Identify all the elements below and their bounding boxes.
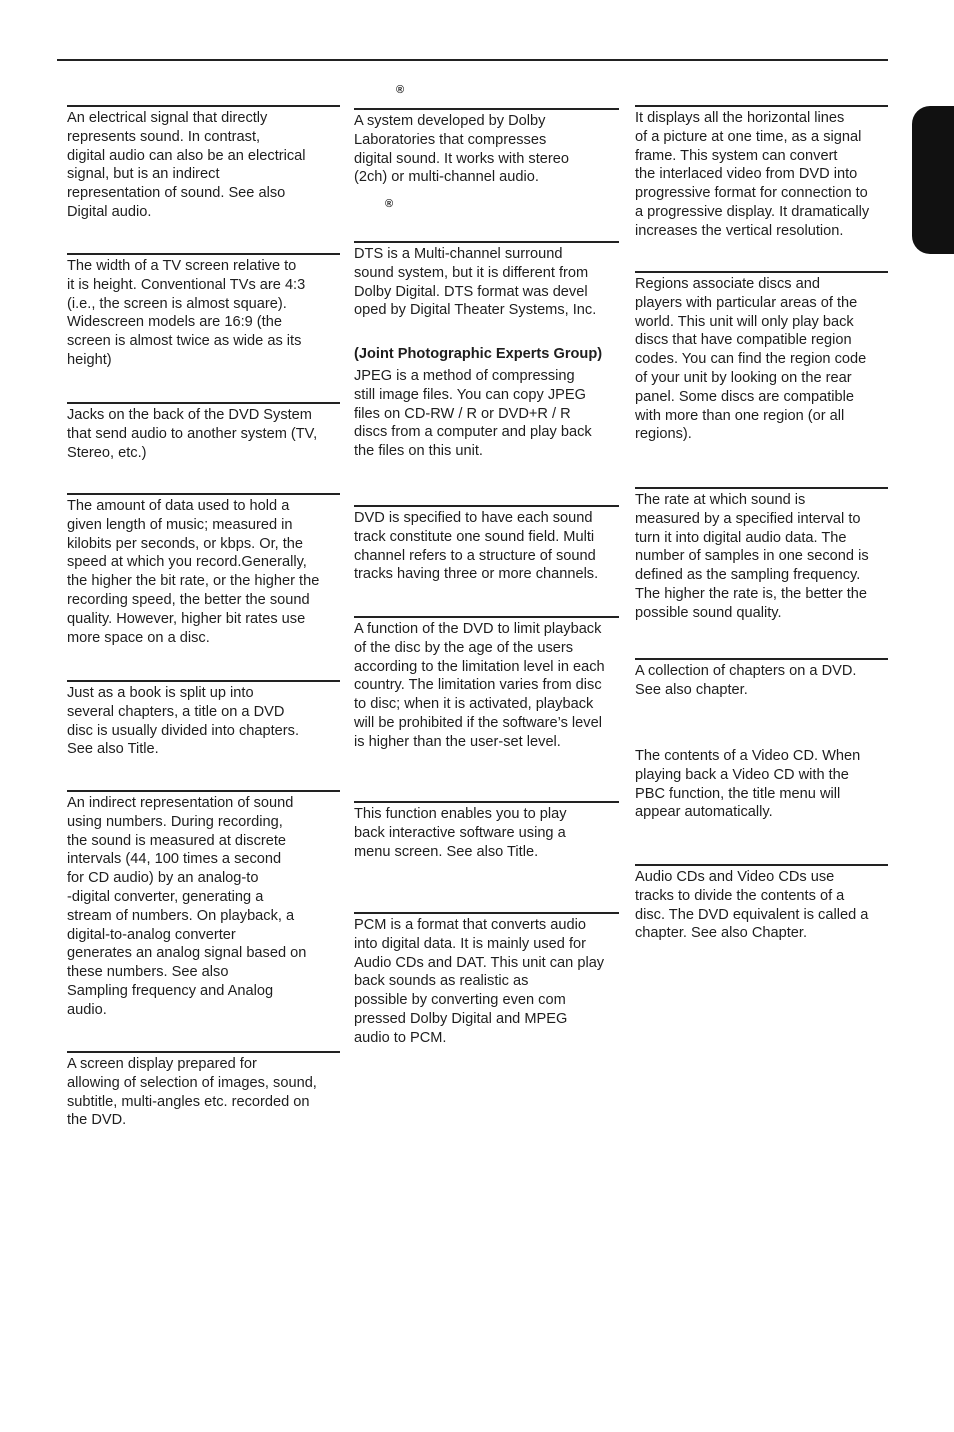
definition-line: An indirect representation of sound [67,795,294,811]
definition-line: increases the vertical resolution. [635,222,844,239]
definition-line: speed at which you record.Generally, [67,554,307,571]
definition-line: PCM is a format that converts audio [354,917,586,933]
definition-line: generates an analog signal based on [67,945,307,962]
entry-definition [354,914,619,1048]
definition-line: regions). [635,426,692,443]
definition-line: The higher the rate is, the better the [635,585,868,602]
definition-line: into digital data. It is mainly used for [354,935,586,952]
entry-definition [67,495,340,647]
definition-line: country. The limitation varies from disc [354,677,602,694]
definition-line: players with particular areas of the [635,294,858,311]
definition-line: The amount of data used to hold a [67,498,290,514]
definition-line: -digital converter, generating a [67,888,264,905]
entry-definition [354,618,619,752]
definition-line: quality. However, higher bit rates use [67,610,306,627]
definition-line: that send audio to another system (TV, [67,425,318,442]
definition-line: defined as the sampling frequency. [635,567,861,584]
definition-line: Stereo, etc.) [67,444,147,461]
definition-line: audio to PCM. [354,1029,447,1046]
definition-line: possible sound quality. [635,604,782,621]
definition-line: discs from a computer and play back [354,424,592,441]
definition-line: A screen display prepared for [67,1056,257,1072]
glossary-entry [635,487,888,623]
definition-line: JPEG is a method of compressing [354,368,575,384]
definition-line: back interactive software using a [354,824,566,841]
glossary-entry [635,743,888,822]
definition-line: It displays all the horizontal lines [635,110,845,126]
glossary-entry [354,345,619,461]
entry-definition [67,682,340,759]
definition-line: to disc; when it is activated, playback [354,696,594,713]
definition-line: given length of music; measured in [67,516,293,533]
entry-definition [354,243,619,320]
definition-line: for CD audio) by an analog-to [67,870,259,887]
definition-line: Dolby Digital. DTS format was devel [354,283,588,300]
definition-line: channel refers to a structure of sound [354,547,596,564]
definition-line: audio. [67,1001,107,1018]
definition-line: panel. Some discs are compatible [635,388,855,405]
definition-line: Widescreen models are 16:9 (the [67,314,282,331]
definition-line: menu screen. See also Title. [354,843,539,860]
definition-line: The rate at which sound is [635,492,806,508]
entry-definition [635,273,888,444]
definition-line: turn it into digital audio data. The [635,529,847,546]
registered-mark: ® [396,84,405,96]
definition-line: using numbers. During recording, [67,813,283,830]
definition-line: pressed Dolby Digital and MPEG [354,1010,568,1027]
registered-mark: ® [385,198,394,210]
entry-definition [354,507,619,584]
entry-definition [635,489,888,623]
glossary-entry [635,271,888,444]
definition-line: representation of sound. See also [67,185,286,202]
glossary-entry [635,658,888,700]
glossary-entry [354,108,619,187]
definition-line: sound system, but it is different from [354,264,589,281]
definition-line: with more than one region (or all [635,407,845,424]
glossary-entry [635,864,888,943]
entry-definition [635,745,888,822]
definition-line: measured by a specified interval to [635,510,861,527]
definition-line: recording speed, the better the sound [67,591,310,608]
glossary-entry [354,241,619,320]
definition-line: the files on this unit. [354,443,483,460]
definition-line: PBC function, the title menu will [635,785,841,802]
definition-line: these numbers. See also [67,964,229,981]
definition-line: digital-to-analog converter [67,926,236,943]
entry-definition [67,107,340,222]
definition-line: files on CD-RW / R or DVD+R / R [354,405,571,422]
glossary-entry [67,1051,340,1130]
glossary-entry [354,505,619,584]
definition-line: DTS is a Multi-channel surround [354,246,563,262]
definition-line: kilobits per seconds, or kbps. Or, the [67,535,304,552]
definition-line: A system developed by Dolby [354,113,546,129]
definition-line: playing back a Video CD with the [635,766,849,783]
entry-heading: (Joint Photographic Experts Group) [354,346,603,362]
definition-line: the sound is measured at discrete [67,832,287,849]
definition-line: height) [67,351,112,368]
definition-line: disc is usually divided into chapters. [67,722,299,739]
definition-line: codes. You can find the region code [635,351,867,368]
definition-line: world. This unit will only play back [635,313,854,330]
definition-line: Digital audio. [67,203,152,220]
definition-line: An electrical signal that directly [67,110,268,126]
definition-line: still image files. You can copy JPEG [354,386,586,403]
glossary-entry [67,680,340,759]
definition-line: it is height. Conventional TVs are 4:3 [67,276,306,293]
entry-definition [635,866,888,943]
entry-definition [354,803,619,861]
definition-line: the higher the bit rate, or the higher the [67,573,320,590]
definition-line: intervals (44, 100 times a second [67,851,282,868]
definition-line: See also chapter. [635,681,748,698]
definition-line: stream of numbers. On playback, a [67,907,295,924]
definition-line: the DVD. [67,1112,127,1129]
definition-line: tracks to divide the contents of a [635,887,845,904]
definition-line: Jacks on the back of the DVD System [67,407,312,423]
glossary-entry [67,105,340,222]
language-side-tab [912,106,954,254]
glossary-entry [354,912,619,1048]
definition-line: DVD is specified to have each sound [354,510,593,526]
definition-line: This function enables you to play [354,806,567,822]
definition-line: A collection of chapters on a DVD. [635,663,857,679]
definition-line: digital audio can also be an electrical [67,147,306,164]
definition-line: of your unit by looking on the rear [635,369,852,386]
entry-definition [67,1053,340,1130]
definition-line: more space on a disc. [67,629,210,646]
definition-line: Audio CDs and DAT. This unit can play [354,954,605,971]
definition-line: represents sound. In contrast, [67,128,261,145]
definition-line: Regions associate discs and [635,276,820,292]
definition-line: of the disc by the age of the users [354,639,574,656]
definition-line: Just as a book is split up into [67,685,254,701]
definition-line: (2ch) or multi-channel audio. [354,169,539,186]
glossary-entry [635,105,888,241]
entry-definition [67,404,340,462]
definition-line: appear automatically. [635,804,773,821]
definition-line: number of samples in one second is [635,548,869,565]
definition-line: chapter. See also Chapter. [635,925,807,942]
definition-line: A function of the DVD to limit playback [354,621,602,637]
definition-line: signal, but is an indirect [67,166,220,183]
definition-line: disc. The DVD equivalent is called a [635,906,869,923]
top-rule [57,59,888,61]
entry-definition [354,110,619,187]
entry-definition [67,255,340,370]
glossary-entry [67,253,340,370]
definition-line: subtitle, multi-angles etc. recorded on [67,1093,310,1110]
definition-line: The contents of a Video CD. When [635,748,861,764]
definition-line: track constitute one sound field. Multi [354,528,595,545]
definition-line: the interlaced video from DVD into [635,166,858,183]
definition-line: is higher than the user-set level. [354,733,561,750]
definition-line: back sounds as realistic as [354,973,529,990]
definition-line: (i.e., the screen is almost square). [67,295,287,312]
glossary-entry [354,801,619,861]
definition-line: several chapters, a title on a DVD [67,703,285,720]
entry-definition [635,107,888,241]
definition-line: See also Title. [67,741,159,758]
entry-definition [67,792,340,1020]
definition-line: Laboratories that compresses [354,131,547,148]
definition-line: allowing of selection of images, sound, [67,1074,317,1091]
definition-line: The width of a TV screen relative to [67,258,297,274]
entry-definition [354,365,619,461]
definition-line: frame. This system can convert [635,147,838,164]
definition-line: of a picture at one time, as a signal [635,128,862,145]
definition-line: tracks having three or more channels. [354,566,599,583]
glossary-entry [67,402,340,462]
definition-line: will be prohibited if the software’s level [354,714,602,731]
definition-line: Sampling frequency and Analog [67,982,274,999]
definition-line: digital sound. It works with stereo [354,150,569,167]
definition-line: screen is almost twice as wide as its [67,333,302,350]
glossary-entry [354,616,619,752]
definition-line: oped by Digital Theater Systems, Inc. [354,302,597,319]
definition-line: discs that have compatible region [635,332,852,349]
glossary-entry [67,493,340,647]
definition-line: a progressive display. It dramatically [635,203,870,220]
definition-line: possible by converting even com [354,992,566,1009]
definition-line: according to the limitation level in each [354,658,605,675]
definition-line: Audio CDs and Video CDs use [635,869,835,885]
glossary-entry [67,790,340,1020]
definition-line: progressive format for connection to [635,185,868,202]
entry-definition [635,660,888,700]
